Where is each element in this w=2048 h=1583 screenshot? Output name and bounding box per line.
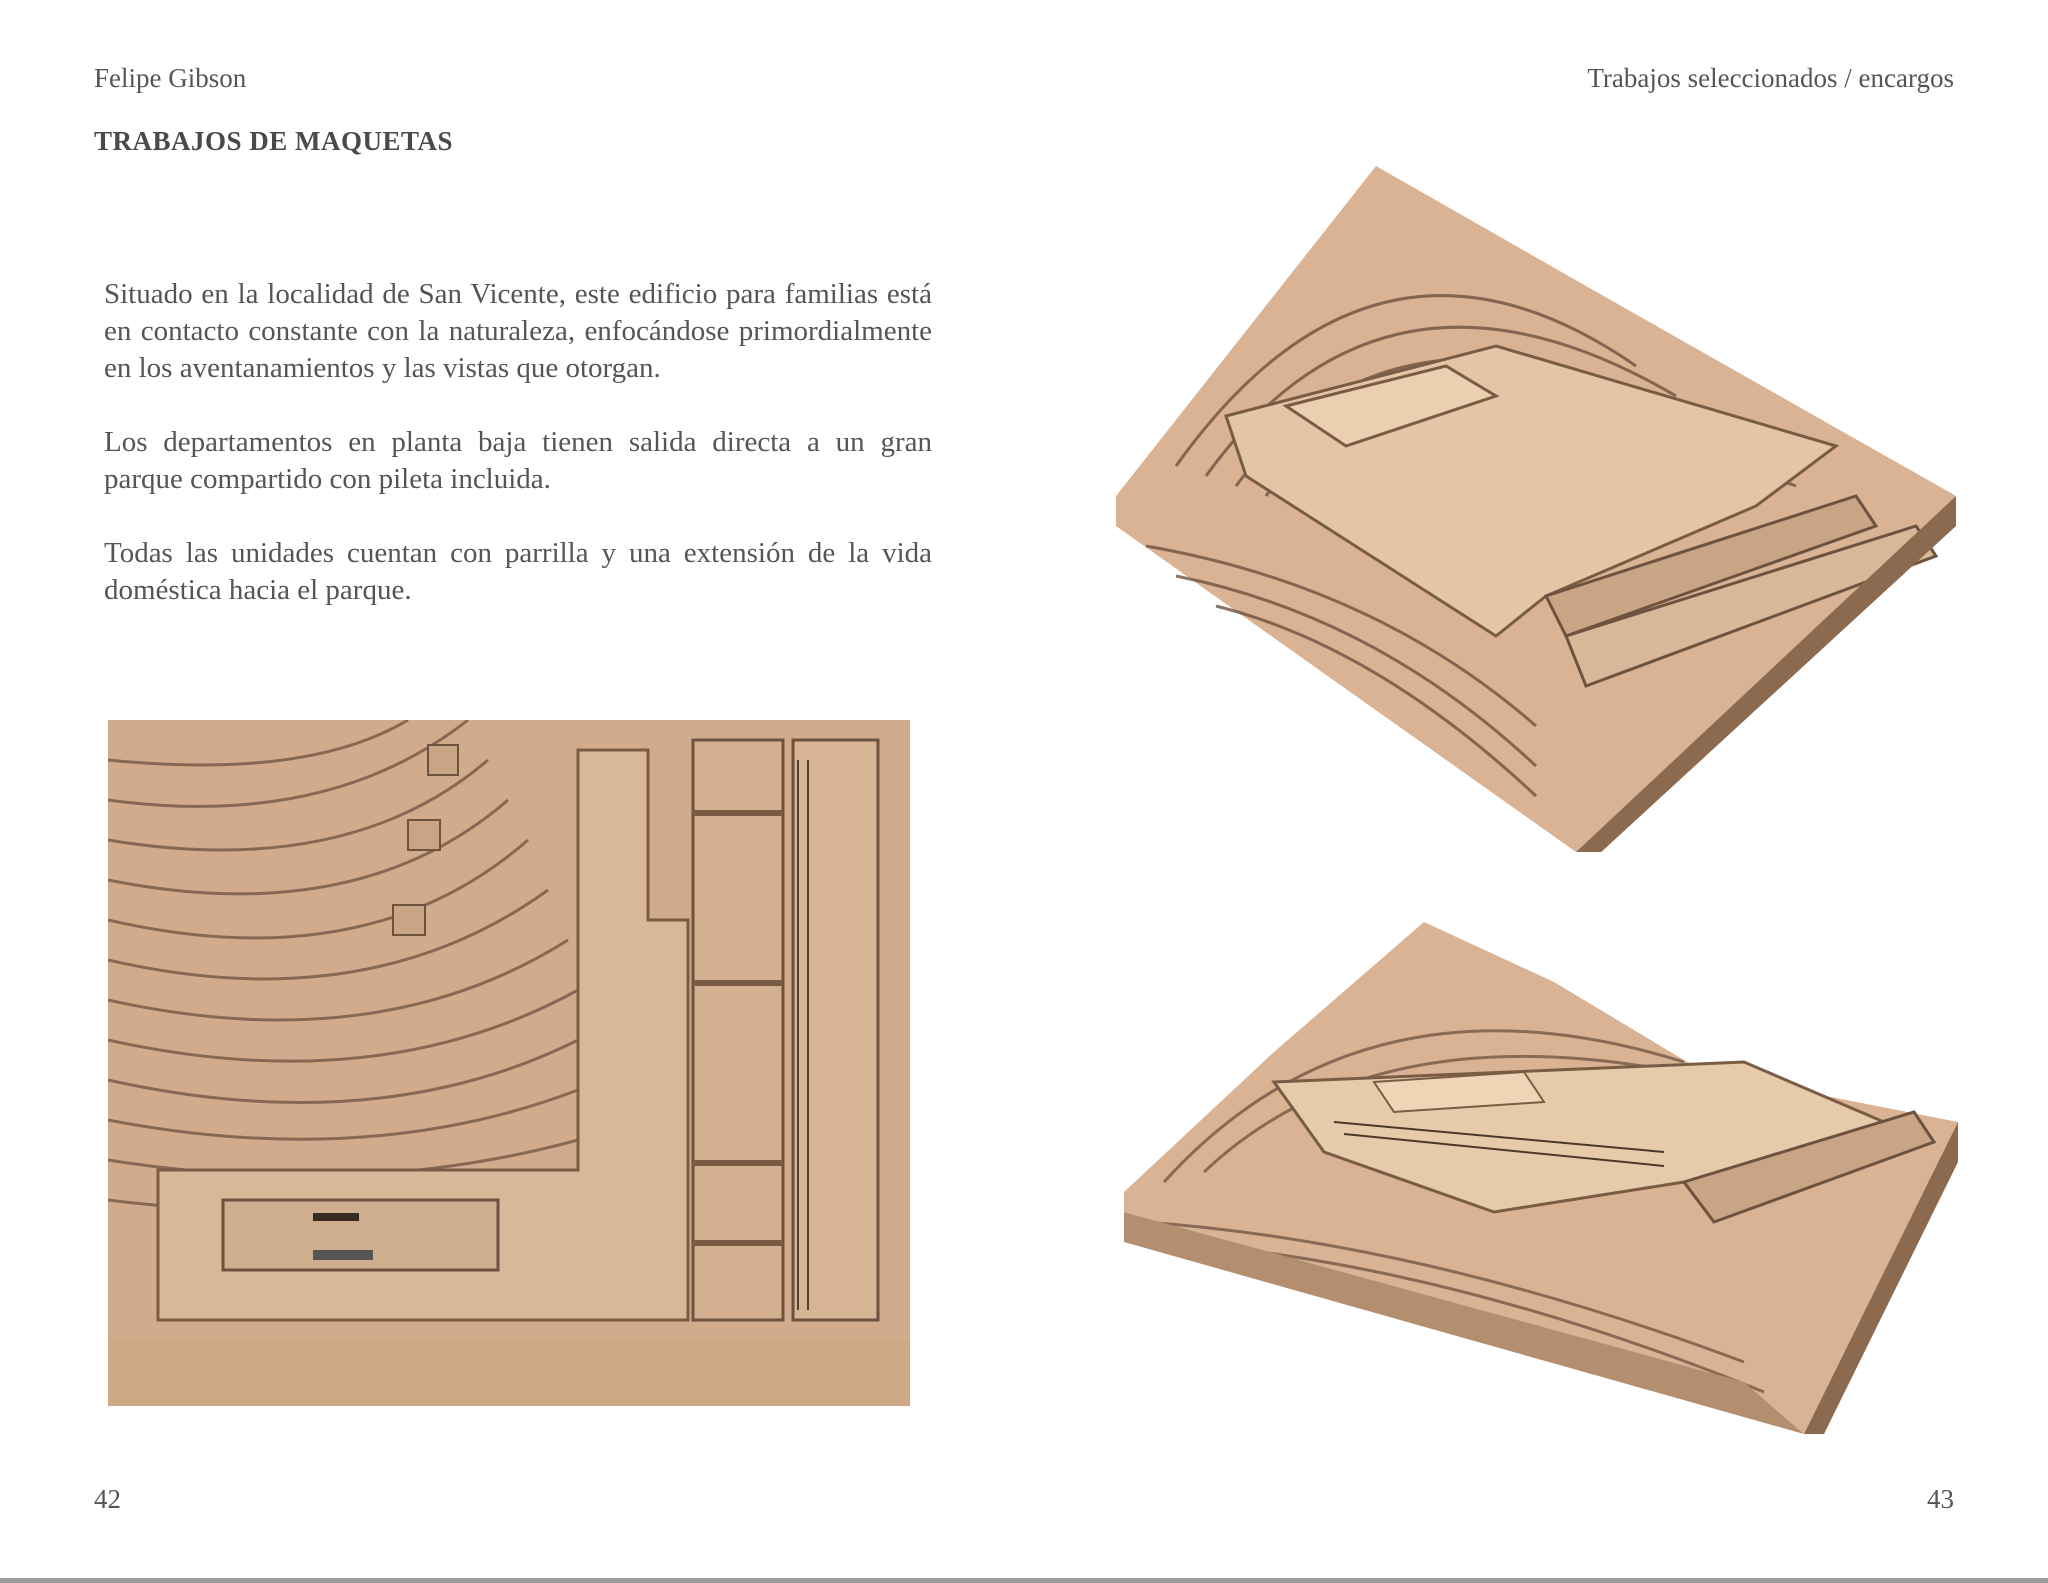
- bottom-divider: [0, 1578, 2048, 1583]
- author-name: Felipe Gibson: [94, 63, 247, 93]
- paragraph-1: Situado en la localidad de San Vicente, este edificio para familias está en contacto constante con la naturaleza, enfocándose primordialmente en los aventanamientos y las vistas que otorgan.: [104, 278, 932, 384]
- model-isometric-photo-2: [1124, 922, 1958, 1434]
- model-isometric-photo-1: [1116, 166, 1956, 852]
- running-header: Trabajos seleccionados / encargos: [1587, 63, 1954, 93]
- section-title: TRABAJOS DE MAQUETAS: [94, 126, 454, 156]
- model-plan-photo: [108, 720, 910, 1406]
- body-text: [104, 276, 932, 646]
- page-number-left: 42: [94, 1484, 121, 1514]
- paragraph-3: Todas las unidades cuentan con parrilla y una extensión de la vida doméstica hacia el parque.: [104, 537, 932, 606]
- page-number-right: 43: [1927, 1484, 1954, 1514]
- paragraph-2: Los departamentos en planta baja tienen salida directa a un gran parque compartido con pileta incluida.: [104, 426, 932, 495]
